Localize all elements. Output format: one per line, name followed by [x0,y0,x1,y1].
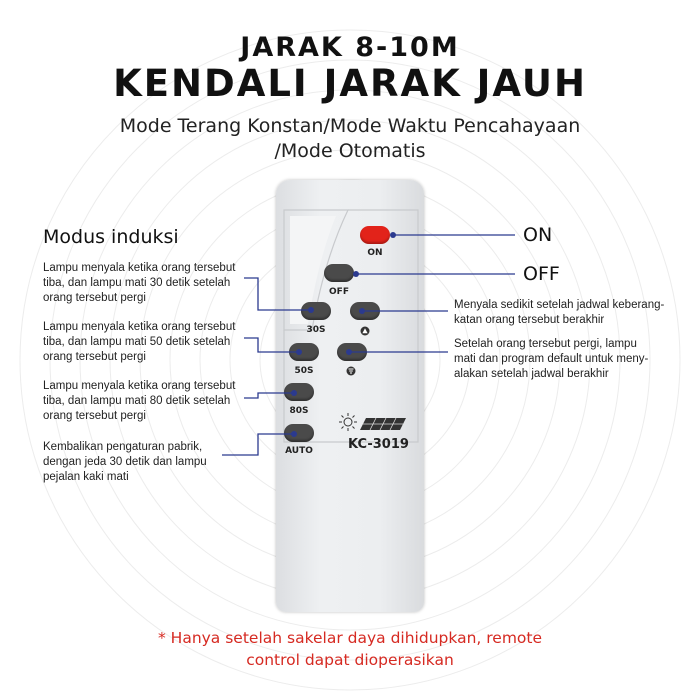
note-line: Lampu menyala ketika orang tersebut [43,380,236,392]
note-line: dengan jeda 30 detik dan lampu [43,456,207,468]
on-button-label: ON [367,248,383,258]
note-line: Setelah orang tersebut pergi, lampu [454,338,637,350]
off-callout-label: OFF [523,263,560,285]
note-line: orang tersebut pergi [43,410,146,422]
note-line: tiba, dan lampu mati 30 detik setelah [43,277,231,289]
note-line: katan orang tersebut berakhir [454,314,605,326]
footer-line-1: * Hanya setelah sakelar daya dihidupkan, remote [157,629,543,647]
note-line: Lampu menyala ketika orang tersebut [43,321,236,333]
subtitle-line-1: Mode Terang Konstan/Mode Waktu Pencahayaan [119,115,581,137]
note-line: Kembalikan pengaturan pabrik, [43,441,203,453]
note-line: orang tersebut pergi [43,351,146,363]
off-button-label: OFF [329,287,349,297]
30s-button-label: 30S [306,325,326,335]
note-line: pejalan kaki mati [43,471,129,483]
80s-button-label: 80S [289,406,309,416]
subtitle-line-2: /Mode Otomatis [274,140,426,162]
heading-range: JARAK 8-10M [240,32,460,63]
note-line: mati dan program default untuk meny- [454,353,649,365]
note-line: tiba, dan lampu mati 80 detik setelah [43,395,231,407]
footer-line-2: control dapat dioperasikan [246,651,454,669]
note-line: alakan setelah jadwal berakhir [454,368,609,380]
50s-button-label: 50S [294,366,314,376]
on-callout-label: ON [523,224,553,246]
auto-button-label: AUTO [285,446,313,456]
note-line: Lampu menyala ketika orang tersebut [43,262,236,274]
note-line: orang tersebut pergi [43,292,146,304]
model-number: KC-3019 [348,437,409,452]
induction-mode-title: Modus induksi [43,226,179,248]
heading-remote-control: KENDALI JARAK JAUH [113,62,587,105]
note-line: Menyala sedikit setelah jadwal keberang- [454,299,665,311]
note-line: tiba, dan lampu mati 50 detik setelah [43,336,231,348]
